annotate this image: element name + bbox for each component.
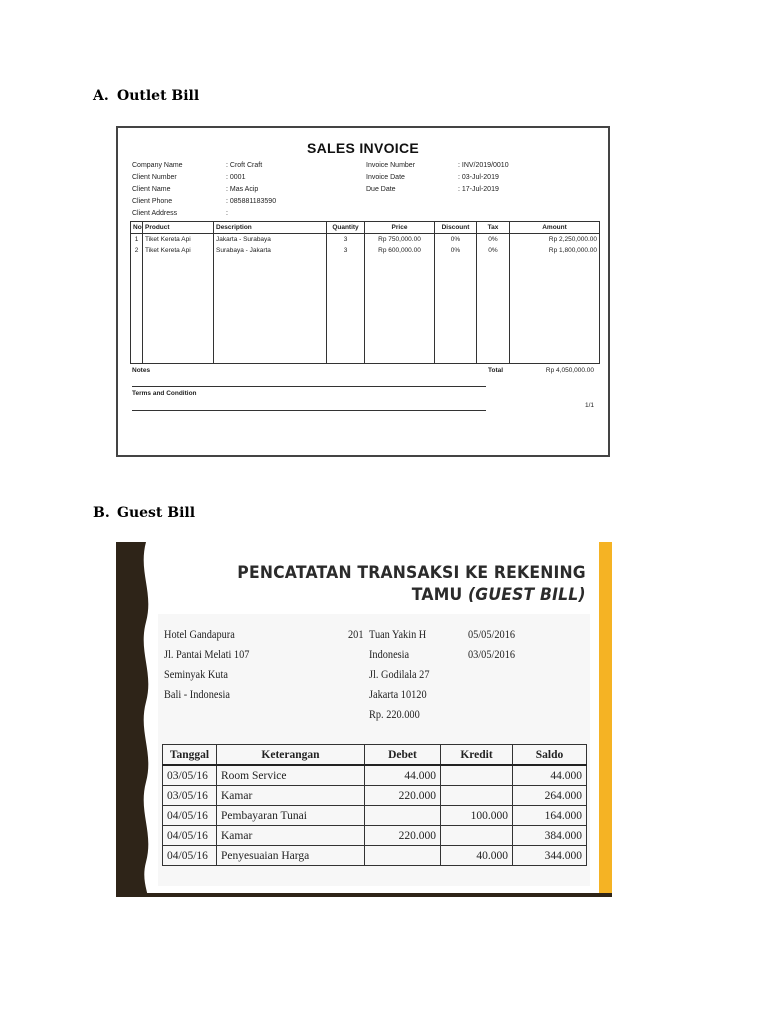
table-header-row (131, 222, 600, 234)
column-header: Kredit (441, 745, 513, 766)
column-header: Price (365, 222, 435, 234)
table-cell: 3 (327, 234, 365, 246)
info-label: Company Name (132, 162, 183, 169)
table-cell: Penyesuaian Harga (217, 846, 365, 866)
info-label: Due Date (366, 186, 396, 193)
column-header: Product (143, 222, 214, 234)
column-header: Debet (365, 745, 441, 766)
table-cell: 1 (131, 234, 143, 246)
info-value: : 03-Jul-2019 (458, 174, 499, 181)
table-cell (365, 846, 441, 866)
slide-bottom-bar (116, 893, 612, 897)
invoice-info-row (132, 196, 277, 208)
invoice-info-row (132, 172, 246, 184)
guest-city: Jakarta 10120 (369, 687, 427, 701)
table-cell: 3 (327, 245, 365, 256)
table-empty-space (131, 256, 600, 364)
hotel-city: Seminyak Kuta (164, 667, 228, 681)
table-cell: 164.000 (513, 806, 587, 826)
info-value: : Croft Craft (226, 162, 263, 169)
table-cell: Rp 750,000.00 (365, 234, 435, 246)
table-cell: Rp 1,800,000.00 (510, 245, 600, 256)
table-cell: Pembayaran Tunai (217, 806, 365, 826)
terms-line (132, 410, 486, 411)
hotel-address (164, 624, 249, 704)
table-row (163, 846, 587, 866)
table-cell: 44.000 (365, 765, 441, 786)
table-cell: 03/05/16 (163, 786, 217, 806)
table-cell: 100.000 (441, 806, 513, 826)
invoice-page-number: 1/1 (584, 402, 594, 409)
column-header: Keterangan (217, 745, 365, 766)
invoice-items-table (130, 221, 600, 364)
info-value: : 0001 (226, 174, 246, 181)
room-number: 201 (348, 627, 364, 641)
invoice-total-label: Total (488, 367, 504, 374)
table-cell: Tiket Kereta Api (143, 245, 214, 256)
info-label: Invoice Number (366, 162, 416, 169)
section-a-letter: A. (93, 88, 109, 104)
table-cell: 40.000 (441, 846, 513, 866)
departure-date: 05/05/2016 (468, 627, 516, 641)
table-cell: 0% (477, 234, 510, 246)
info-value: : (226, 210, 228, 217)
invoice-title: SALES INVOICE (306, 140, 420, 156)
column-header: Description (214, 222, 327, 234)
section-b-title: Guest Bill (117, 505, 196, 521)
table-row (163, 826, 587, 846)
table-cell: 0% (477, 245, 510, 256)
guest-bill-title (238, 562, 586, 606)
guest-country: Indonesia (369, 647, 410, 661)
wavy-brown-border (116, 542, 156, 897)
table-cell: 220.000 (365, 826, 441, 846)
info-label: Client Phone (132, 198, 173, 205)
info-value: : INV/2019/0010 (458, 162, 509, 169)
table-row (163, 806, 587, 826)
invoice-number-info (366, 160, 509, 196)
guest-deposit: Rp. 220.000 (369, 707, 420, 721)
table-header-row (163, 745, 587, 766)
table-cell: Rp 2,250,000.00 (510, 234, 600, 246)
info-value: : 17-Jul-2019 (458, 186, 499, 193)
table-cell: 264.000 (513, 786, 587, 806)
guest-bill-slide (116, 542, 612, 897)
invoice-info-row (366, 172, 499, 184)
info-label: Invoice Date (366, 174, 405, 181)
invoice-info-row (366, 184, 499, 196)
table-cell: Jakarta - Surabaya (214, 234, 327, 246)
table-cell: 03/05/16 (163, 765, 217, 786)
table-cell: 0% (435, 245, 477, 256)
table-cell: Rp 600,000.00 (365, 245, 435, 256)
hotel-country: Bali - Indonesia (164, 687, 230, 701)
invoice-notes-label: Notes (132, 367, 151, 374)
section-a-title: Outlet Bill (117, 88, 200, 104)
invoice-info-row (132, 208, 228, 220)
guest-bill-table (162, 744, 587, 866)
table-cell: 44.000 (513, 765, 587, 786)
invoice-client-info (132, 160, 277, 220)
invoice-info-row (132, 160, 263, 172)
column-header: Quantity (327, 222, 365, 234)
table-cell: 04/05/16 (163, 846, 217, 866)
invoice-total-value: Rp 4,050,000.00 (545, 367, 594, 374)
info-value: : 085881183590 (226, 198, 277, 205)
table-cell: 04/05/16 (163, 826, 217, 846)
title-prefix: TAMU (412, 585, 469, 605)
column-header: No (131, 222, 143, 234)
invoice-info-row (132, 184, 259, 196)
title-line-2 (238, 584, 586, 606)
yellow-accent-bar (599, 542, 612, 897)
table-cell: 344.000 (513, 846, 587, 866)
column-header: Amount (510, 222, 600, 234)
column-header: Tanggal (163, 745, 217, 766)
table-row (163, 765, 587, 786)
table-cell: Kamar (217, 826, 365, 846)
invoice-info-row (366, 160, 509, 172)
info-label: Client Address (132, 210, 178, 217)
title-italic: (GUEST BILL) (468, 585, 586, 605)
table-cell: Tiket Kereta Api (143, 234, 214, 246)
table-cell (365, 806, 441, 826)
table-row (163, 786, 587, 806)
info-value: : Mas Acip (226, 186, 259, 193)
table-cell (441, 826, 513, 846)
hotel-name: Hotel Gandapura (164, 627, 235, 641)
column-header: Tax (477, 222, 510, 234)
table-cell: 04/05/16 (163, 806, 217, 826)
title-line-1: PENCATATAN TRANSAKSI KE REKENING (237, 563, 586, 583)
table-cell: 0% (435, 234, 477, 246)
hotel-street: Jl. Pantai Melati 107 (164, 647, 250, 661)
table-cell: Kamar (217, 786, 365, 806)
section-b-letter: B. (93, 505, 110, 521)
column-header: Saldo (513, 745, 587, 766)
table-cell: Room Service (217, 765, 365, 786)
info-label: Client Name (132, 186, 171, 193)
table-cell: 384.000 (513, 826, 587, 846)
notes-line (132, 386, 486, 387)
table-cell: Surabaya - Jakarta (214, 245, 327, 256)
table-row (131, 245, 600, 256)
info-label: Client Number (132, 174, 177, 181)
table-cell (441, 786, 513, 806)
table-cell (441, 765, 513, 786)
bill-dates (468, 624, 515, 664)
guest-name: Tuan Yakin H (369, 627, 427, 641)
table-row (131, 234, 600, 246)
table-cell: 220.000 (365, 786, 441, 806)
guest-details (369, 624, 429, 724)
arrival-date: 03/05/2016 (468, 647, 516, 661)
sales-invoice (116, 126, 610, 457)
table-cell: 2 (131, 245, 143, 256)
section-a-heading (93, 88, 199, 104)
guest-street: Jl. Godilala 27 (369, 667, 430, 681)
invoice-terms-label: Terms and Condition (132, 390, 197, 397)
section-b-heading (93, 505, 195, 521)
column-header: Discount (435, 222, 477, 234)
